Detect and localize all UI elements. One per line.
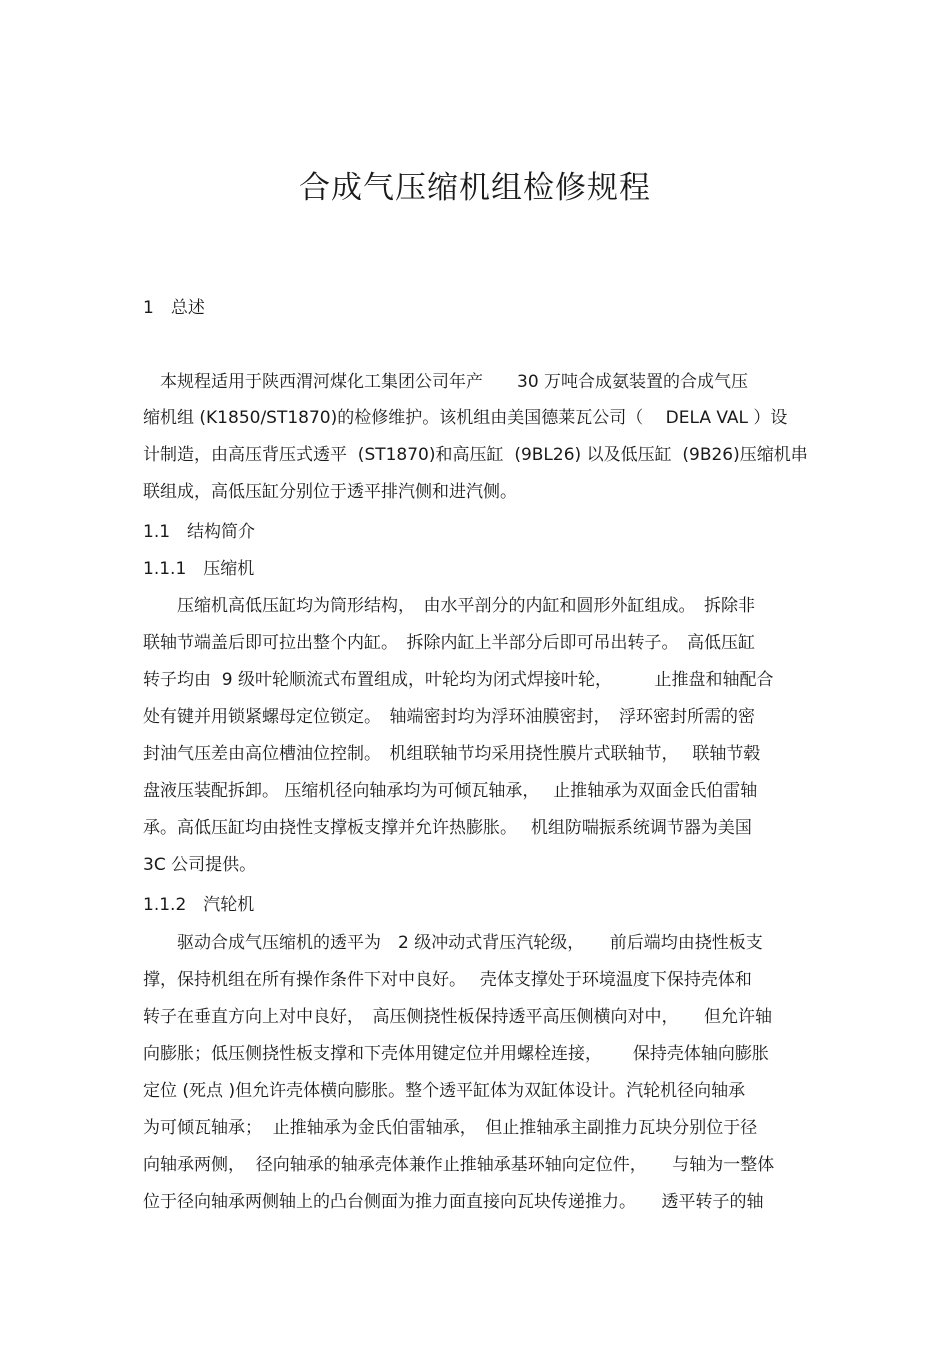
paragraph-line: 转子在垂直方向上对中良好， 高压侧挠性板保持透平高压侧横向对中， 但允许轴 (143, 1007, 772, 1027)
paragraph-line: 定位 (死点 )但允许壳体横向膨胀。整个透平缸体为双缸体设计。汽轮机径向轴承 (143, 1081, 746, 1101)
paragraph-line: 计制造，由高压背压式透平 (ST1870)和高压缸 (9BL26) 以及低压缸 (9B26)压缩机串 (143, 445, 808, 465)
section-heading-1-1-1: 1.1.1 压缩机 (143, 559, 255, 579)
paragraph-line: 处有键并用锁紧螺母定位锁定。 轴端密封均为浮环油膜密封， 浮环密封所需的密 (143, 707, 755, 727)
paragraph-line: 承。高低压缸均由挠性支撑板支撑并允许热膨胀。 机组防喘振系统调节器为美国 (143, 818, 752, 838)
paragraph-line: 驱动合成气压缩机的透平为 2 级冲动式背压汽轮级， 前后端均由挠性板支 (143, 933, 763, 953)
paragraph-line: 压缩机高低压缸均为筒形结构， 由水平剖分的内缸和圆形外缸组成。 拆除非 (143, 596, 755, 616)
section-heading-1-1-2: 1.1.2 汽轮机 (143, 895, 255, 915)
paragraph-line: 盘液压装配拆卸。 压缩机径向轴承均为可倾瓦轴承， 止推轴承为双面金氏伯雷轴 (143, 781, 758, 801)
paragraph-line: 转子均由 9 级叶轮顺流式布置组成，叶轮均为闭式焊接叶轮， 止推盘和轴配合 (143, 670, 774, 690)
document-title: 合成气压缩机组检修规程 (299, 170, 651, 206)
paragraph-line: 缩机组 (K1850/ST1870)的检修维护。该机组由美国德莱瓦公司（ DELA VAL ）设 (143, 408, 788, 428)
paragraph-line: 为可倾瓦轴承； 止推轴承为金氏伯雷轴承， 但止推轴承主副推力瓦块分别位于径 (143, 1118, 758, 1138)
section-heading-1-1: 1.1 结构简介 (143, 522, 256, 542)
paragraph-line: 3C 公司提供。 (143, 855, 257, 875)
paragraph-line: 向膨胀；低压侧挠性板支撑和下壳体用键定位并用螺栓连接， 保持壳体轴向膨胀 (143, 1044, 769, 1064)
paragraph-line: 位于径向轴承两侧轴上的凸台侧面为推力面直接向瓦块传递推力。 透平转子的轴 (143, 1192, 764, 1212)
paragraph-line: 封油气压差由高位槽油位控制。 机组联轴节均采用挠性膜片式联轴节， 联轴节毂 (143, 744, 761, 764)
section-heading-1: 1 总述 (143, 298, 205, 318)
paragraph-line: 向轴承两侧， 径向轴承的轴承壳体兼作止推轴承基环轴向定位件， 与轴为一整体 (143, 1155, 775, 1175)
paragraph-line: 本规程适用于陕西渭河煤化工集团公司年产 30 万吨合成氨装置的合成气压 (143, 372, 749, 392)
paragraph-line: 撑，保持机组在所有操作条件下对中良好。 壳体支撑处于环境温度下保持壳体和 (143, 970, 752, 990)
paragraph-line: 联轴节端盖后即可拉出整个内缸。 拆除内缸上半部分后即可吊出转子。 高低压缸 (143, 633, 755, 653)
paragraph-line: 联组成，高低压缸分别位于透平排汽侧和进汽侧。 (143, 482, 517, 502)
